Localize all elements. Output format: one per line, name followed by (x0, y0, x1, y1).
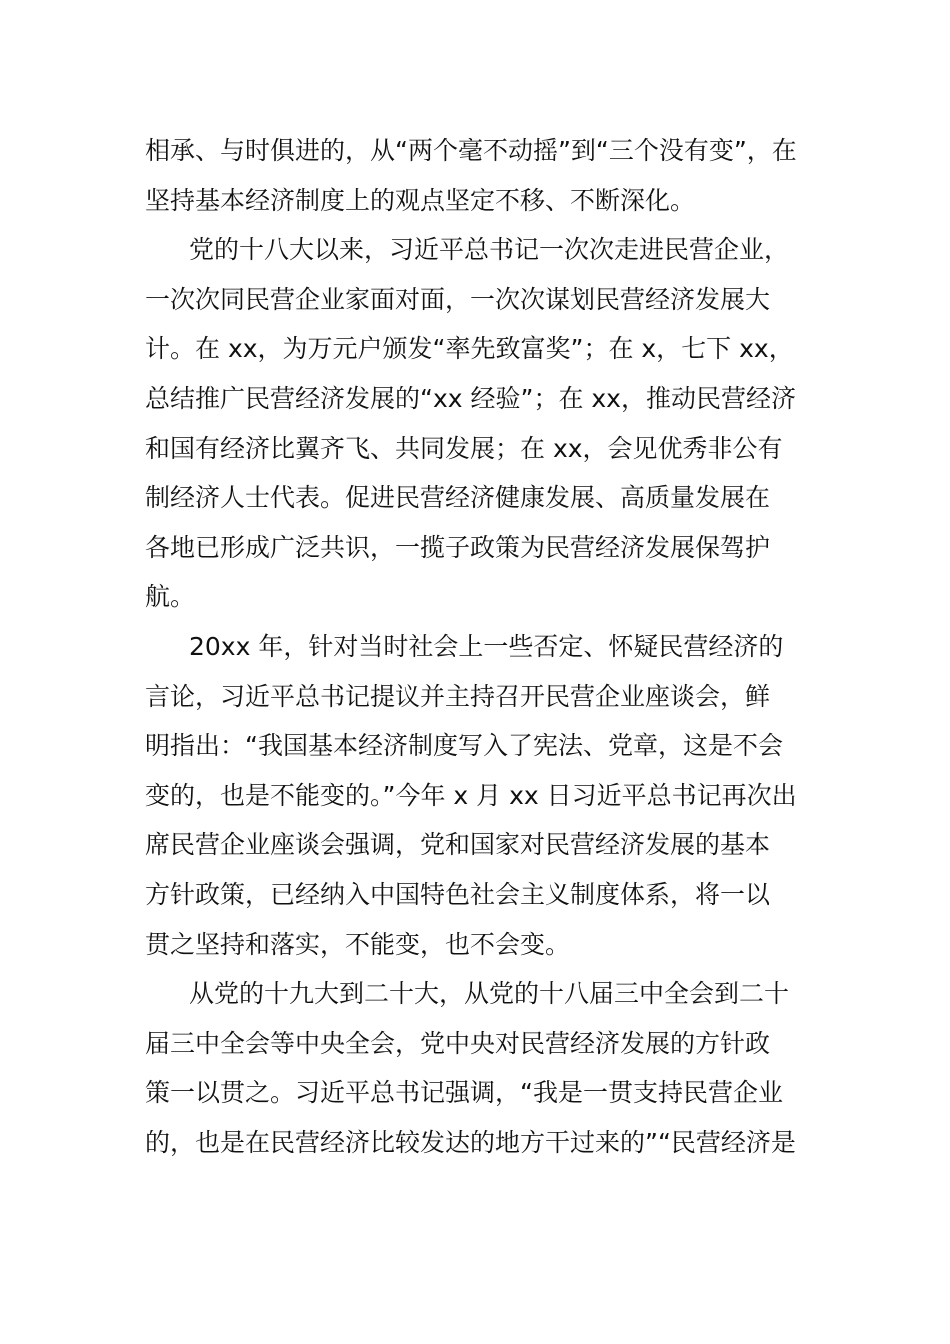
text-line: 从党的十九大到二十大，从党的十八届三中全会到二十 (189, 979, 790, 1009)
paragraph-4 (145, 969, 805, 1167)
text-line: 制经济人士代表。促进民营经济健康发展、高质量发展在 (145, 483, 771, 513)
document-body (145, 126, 805, 1167)
text-line: 各地已形成广泛共识，一揽子政策为民营经济发展保驾护 (145, 532, 771, 562)
text-line: 贯之坚持和落实，不能变，也不会变。 (145, 929, 571, 959)
text-line: 坚持基本经济制度上的观点坚定不移、不断深化。 (145, 185, 696, 215)
text-line: 策一以贯之。习近平总书记强调，“我是一贯支持民营企业 (145, 1078, 783, 1108)
text-line: 总结推广民营经济发展的“xx 经验”；在 xx，推动民营经济 (145, 383, 796, 413)
text-line: 一次次同民营企业家面对面，一次次谋划民营经济发展大 (145, 284, 771, 314)
text-line: 方针政策，已经纳入中国特色社会主义制度体系，将一以 (145, 879, 771, 909)
text-line: 20xx 年，针对当时社会上一些否定、怀疑民营经济的 (189, 631, 784, 661)
text-line: 计。在 xx，为万元户颁发“率先致富奖”；在 x，七下 xx， (145, 334, 794, 364)
text-line: 的，也是在民营经济比较发达的地方干过来的”“民营经济是 (145, 1127, 796, 1157)
text-line: 席民营企业座谈会强调，党和国家对民营经济发展的基本 (145, 830, 771, 860)
text-line: 航。 (145, 582, 196, 612)
text-line: 和国有经济比翼齐飞、共同发展；在 xx，会见优秀非公有 (145, 433, 783, 463)
paragraph-2 (145, 225, 805, 622)
text-line: 明指出：“我国基本经济制度写入了宪法、党章，这是不会 (145, 731, 783, 761)
text-line: 言论，习近平总书记提议并主持召开民营企业座谈会，鲜 (145, 681, 771, 711)
text-line: 变的，也是不能变的。”今年 x 月 xx 日习近平总书记再次出 (145, 780, 797, 810)
paragraph-3 (145, 622, 805, 969)
text-line: 届三中全会等中央全会，党中央对民营经济发展的方针政 (145, 1028, 771, 1058)
text-line: 相承、与时俱进的，从“两个毫不动摇”到“三个没有变”，在 (145, 136, 797, 165)
paragraph-1 (145, 126, 805, 225)
text-line: 党的十八大以来，习近平总书记一次次走进民营企业， (189, 235, 790, 265)
